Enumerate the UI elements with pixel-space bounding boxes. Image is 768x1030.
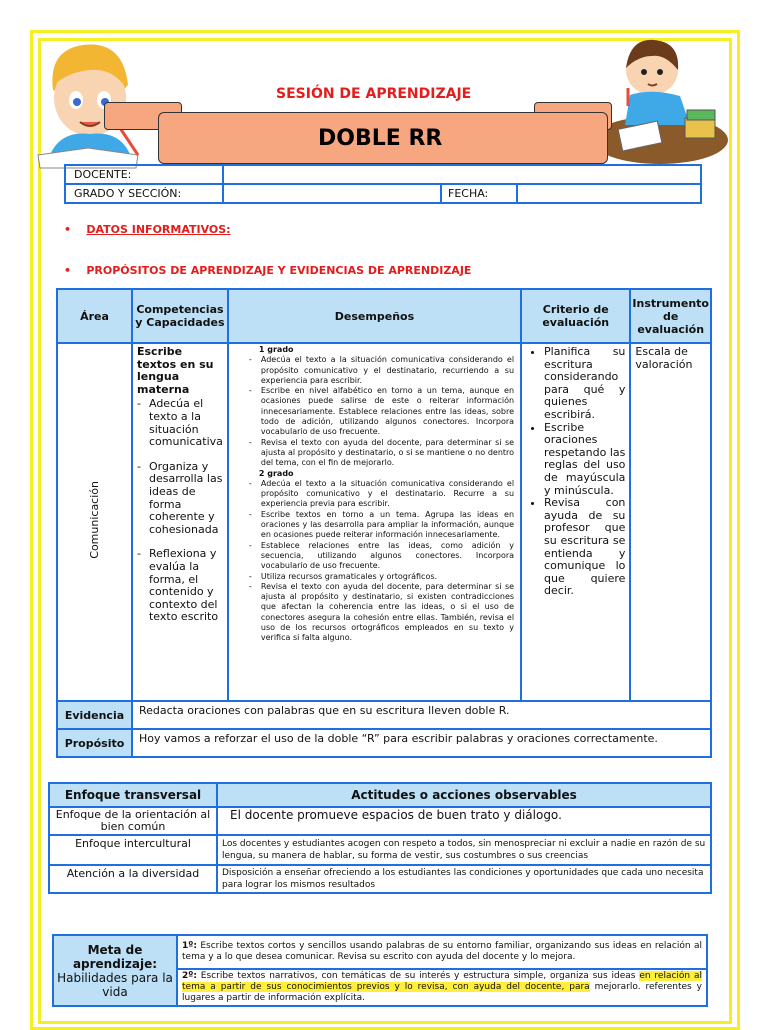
header-criterio: Criterio de evaluación xyxy=(521,289,630,343)
capacidad-item: - Adecúa el texto a la situación comunicativa xyxy=(149,398,223,448)
bullet-dot: • xyxy=(64,264,72,277)
meta-item-text: Escribe textos narrativos, con temáticas de su interés y estructura simple, organiza sus ideas xyxy=(200,971,636,981)
grado1-label: 1 grado xyxy=(258,345,294,354)
meta-item-2 xyxy=(177,969,707,1006)
meta-item-1 xyxy=(177,935,707,969)
fecha-value xyxy=(517,184,701,203)
boy-writing-illustration xyxy=(28,30,158,170)
acciones-header: Actitudes o acciones observables xyxy=(217,783,711,807)
desempeno-item: - Establece relaciones entre las ideas, como adición y secuencia, utilizando algunos conectores. Incorpora vocabulario de uso frecuente. xyxy=(261,541,514,572)
docente-label: DOCENTE: xyxy=(65,165,223,184)
grado2-label: 2 grado xyxy=(258,468,294,478)
desempeno-item: - Adecúa el texto a la situación comunicativa considerando el propósito comunicativo y el destinatario, recurriendo a su experiencia para escribir. xyxy=(261,355,514,386)
competencia-title: Escribe textos en su lengua materna xyxy=(136,345,214,396)
criterio-item: • Planifica su escritura considerando para qué y quienes escribirá. xyxy=(544,346,625,422)
meta-label-cell xyxy=(53,935,177,1006)
meta-item-highlight: en relación al tema a partir de sus conocimientos previos y lo revisa, con ayuda del docente, para xyxy=(182,971,702,992)
session-title: SESIÓN DE APRENDIZAJE xyxy=(276,86,472,102)
desempeno-item: - Escribe en nivel alfabético en torno a un tema, aunque en ocasiones puede salirse de este o reiterar información innecesariamente. Establece relaciones entre las ideas, sobre todo de adición, utilizando algunos conectores. Incorpora vocabulario de uso frecuente. xyxy=(261,386,514,437)
desempeno-item: - Utiliza recursos gramaticales y ortográficos. xyxy=(261,572,514,582)
criterio-item: • Revisa con ayuda de su profesor que su escritura se entienda y comunique lo que quiere decir. xyxy=(544,497,625,598)
enfoque-accion: El docente promueve espacios de buen trato y diálogo. xyxy=(217,807,711,835)
enfoque-accion: Disposición a enseñar ofreciendo a los estudiantes las condiciones y oportunidades que cada uno necesita para lograr los mismos resultados xyxy=(217,865,711,893)
capacidad-item: - Organiza y desarrolla las ideas de forma coherente y cohesionada xyxy=(149,461,223,537)
meta-table xyxy=(52,934,708,1007)
enfoque-name: Atención a la diversidad xyxy=(49,865,217,893)
bullet-dot: • xyxy=(64,223,72,236)
area-cell xyxy=(57,343,132,701)
grado-value xyxy=(223,184,441,203)
enfoque-accion: Los docentes y estudiantes acogen con respeto a todos, sin menospreciar ni excluir a nadie en razón de su lengua, su manera de hablar, su forma de vestir, sus costumbres o sus creencias xyxy=(217,835,711,865)
evidencia-value: Redacta oraciones con palabras que en su escritura lleven doble R. xyxy=(132,701,711,729)
propositos-heading: • PROPÓSITOS DE APRENDIZAJE Y EVIDENCIAS DE APRENDIZAJE xyxy=(64,264,472,277)
meta-item-num: 1º: xyxy=(182,941,197,951)
desempeno-item: - Escribe textos en torno a un tema. Agrupa las ideas en oraciones y las desarrolla para ampliar la información, aunque en ocasiones puede reiterar información innecesariamente. xyxy=(261,510,514,541)
competencias-cell xyxy=(132,343,228,701)
desempeno-item: - Revisa el texto con ayuda del docente, para determinar si se ajusta al propósito y destinatario, si existen contradicciones que afectan la coherencia entre las ideas, o si el uso de conectores asegura la cohesión entre ellas. También, revisa el uso de los recursos ortográficos empleados en su texto y verifica si falta alguno. xyxy=(261,582,514,644)
capacidad-item: - Reflexiona y evalúa la forma, el contenido y contexto del texto escrito xyxy=(149,548,223,624)
header-instrumento: Instrumento de evaluación xyxy=(630,289,711,343)
proposito-value: Hoy vamos a reforzar el uso de la doble “R” para escribir palabras y oraciones correctamente. xyxy=(132,729,711,757)
habilidades-label: Habilidades para la vida xyxy=(57,970,173,999)
area-value: Comunicación xyxy=(87,481,101,559)
meta-item-text: Escribe textos cortos y sencillos usando palabras de su entorno familiar, organizando sus ideas en relación al tema y a lo que desea comunicar. Revisa su escrito con ayuda del docente y lo mejora. xyxy=(182,941,702,962)
docente-value xyxy=(223,165,701,184)
evidencia-label: Evidencia xyxy=(57,701,132,729)
girl-studying-illustration xyxy=(590,30,730,165)
criterio-item: • Escribe oraciones respetando las reglas del uso de mayúscula y minúscula. xyxy=(544,422,625,498)
enfoque-table xyxy=(48,782,712,894)
header-competencias: Competencias y Capacidades xyxy=(132,289,228,343)
enfoque-name: Enfoque de la orientación al bien común xyxy=(49,807,217,835)
header-desempenos: Desempeños xyxy=(228,289,521,343)
datos-informativos-heading: • DATOS INFORMATIVOS: xyxy=(64,223,231,236)
instrumento-value: Escala de valoración xyxy=(635,345,693,371)
meta-item-text-end: mejorarlo. referentes y lugares a partir de información explícita. xyxy=(182,982,702,1003)
header-area: Área xyxy=(57,289,132,343)
proposito-label: Propósito xyxy=(57,729,132,757)
criterio-cell xyxy=(521,343,630,701)
info-table xyxy=(64,164,702,204)
propositos-table xyxy=(56,288,712,758)
instrumento-cell xyxy=(630,343,711,701)
session-name: DOBLE RR xyxy=(318,126,443,151)
enfoque-name: Enfoque intercultural xyxy=(49,835,217,865)
grado-label: GRADO Y SECCIÓN: xyxy=(65,184,223,203)
desempeno-item: - Revisa el texto con ayuda del docente, para determinar si se ajusta al propósito y destinatario, o si se mantiene o no dentro del tema, con el fin de mejorarlo. xyxy=(261,438,514,469)
desempenos-cell xyxy=(228,343,521,701)
fecha-label: FECHA: xyxy=(441,184,517,203)
enfoque-header: Enfoque transversal xyxy=(49,783,217,807)
meta-item-num: 2º: xyxy=(182,971,197,981)
desempeno-item: - Adecúa el texto a la situación comunicativa considerando el propósito comunicativo y el destinatario. Recurre a su experiencia previa para escribir. xyxy=(261,479,514,510)
meta-label: Meta de aprendizaje: xyxy=(72,942,158,971)
